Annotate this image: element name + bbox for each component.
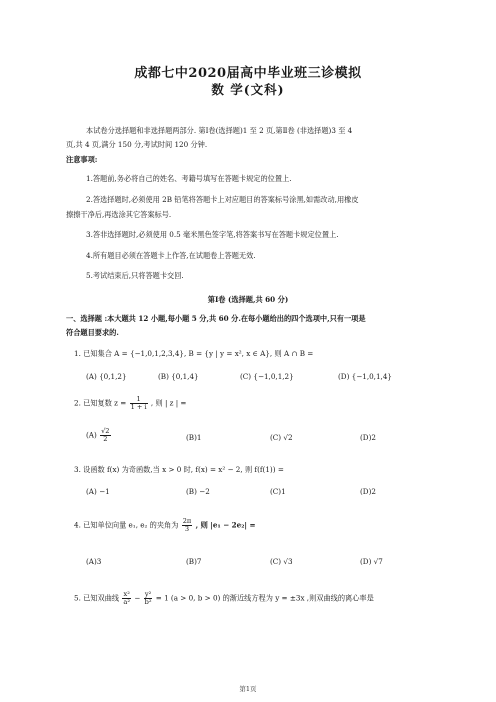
question-3-stem: 3. 设函数 f(x) 为奇函数,当 x > 0 时, f(x) = x² − 2, 则 f(f(1)) = — [74, 465, 284, 474]
q4-numerator: 2π — [182, 517, 192, 525]
q5-y-numerator: y² — [144, 590, 152, 598]
q2-option-d: (D)2 — [360, 433, 376, 442]
q2-pre: 2. 已知复数 z = — [74, 398, 127, 408]
q4-denominator: 3 — [184, 524, 190, 533]
section-instruction-2: 符合题目要求的. — [66, 328, 119, 337]
q2-fraction — [130, 396, 148, 411]
q5-x-numerator: x² — [123, 590, 130, 598]
exam-title: 成都七中2020届高中毕业班三诊模拟 — [134, 66, 362, 81]
intro-line-2: 页,共 4 页,满分 150 分,考试时间 120 分钟. — [66, 140, 208, 149]
notes-heading: 注意事项: — [66, 155, 98, 164]
note-5: 5.考试结束后,只将答题卡交回. — [86, 271, 184, 280]
q2-post: , 则 | z | = — [150, 398, 187, 408]
q1-option-d: (D) {−1,0,1,4} — [338, 372, 392, 381]
q4-fraction — [182, 518, 193, 533]
q4-option-b: (B)7 — [186, 557, 202, 566]
question-5-stem — [74, 591, 374, 606]
q5-x-denominator: a² — [123, 597, 130, 606]
q2-option-c: (C) √2 — [270, 433, 293, 442]
q1-option-c: (C) {−1,0,1,2} — [240, 372, 294, 381]
q5-y-denominator: b² — [144, 597, 152, 606]
q2-option-a-fraction — [100, 428, 110, 443]
q2-option-a-numerator: √2 — [101, 427, 110, 435]
q3-option-b: (B) −2 — [186, 487, 210, 496]
q2-option-b: (B)1 — [186, 433, 202, 442]
q4-option-a: (A)3 — [86, 557, 102, 566]
q2-denominator: 1 + i — [130, 402, 147, 411]
q1-option-a: (A) {0,1,2} — [86, 372, 127, 381]
intro-line-1: 本试卷分选择题和非选择题两部分. 第Ⅰ卷(选择题)1 至 2 页,第Ⅱ卷 (非选择题)3 至 4 — [86, 126, 353, 135]
q5-minus: − — [134, 593, 141, 603]
q5-fraction-y — [144, 591, 153, 606]
question-4-stem — [74, 518, 255, 533]
note-4: 4.所有题目必须在答题卡上作答,在试题卷上答题无效. — [86, 251, 256, 260]
q4-option-c: (C) √3 — [270, 557, 293, 566]
note-3: 3.答非选择题时,必须使用 0.5 毫米黑色签字笔,将答案书写在答题卡规定位置上. — [86, 230, 339, 239]
q5-post: = 1 (a > 0, b > 0) 的渐近线方程为 y = ±3x ,则双曲线的离心率是 — [155, 593, 374, 603]
q3-option-a: (A) −1 — [86, 487, 110, 496]
q2-option-a — [86, 428, 112, 443]
note-1: 1.答题前,务必将自己的姓名、考籍号填写在答题卡规定的位置上. — [86, 174, 292, 183]
q4-post: , 则 |e₁ − 2e₂| = — [195, 520, 256, 530]
q4-pre: 4. 已知单位向量 e₁, e₂ 的夹角为 — [74, 520, 179, 530]
note-2a: 2.答选择题时,必须使用 2B 铅笔将答题卡上对应题目的答案标号涂黑,如需改动,用橡皮 — [86, 195, 359, 204]
page-number: 第1页 — [239, 685, 257, 693]
q2-option-a-label: (A) — [86, 430, 97, 440]
exam-subtitle: 数 学(文科) — [211, 82, 285, 97]
q5-fraction-x — [122, 591, 131, 606]
section-instruction-1: 一、选择题 :本大题共 12 小题,每小题 5 分,共 60 分.在每小题给出的四个选项中,只有一项是 — [66, 314, 366, 323]
note-2b: 擦擦干净后,再选涂其它答案标号. — [66, 210, 172, 219]
q3-option-c: (C)1 — [270, 487, 286, 496]
q3-option-d: (D)2 — [360, 487, 376, 496]
section-title: 第Ⅰ卷 (选择题,共 60 分) — [207, 295, 289, 304]
q2-numerator: 1 — [130, 396, 148, 404]
q2-option-a-denominator: 2 — [103, 434, 108, 443]
q1-option-b: (B) {0,1,4} — [158, 372, 199, 381]
q5-pre: 5. 已知双曲线 — [74, 593, 120, 603]
question-1-stem: 1. 已知集合 A = {−1,0,1,2,3,4}, B = {y | y = x², x ∈ A}, 则 A ∩ B = — [74, 349, 314, 358]
question-2-stem — [74, 396, 186, 411]
q4-option-d: (D) √7 — [360, 557, 383, 566]
